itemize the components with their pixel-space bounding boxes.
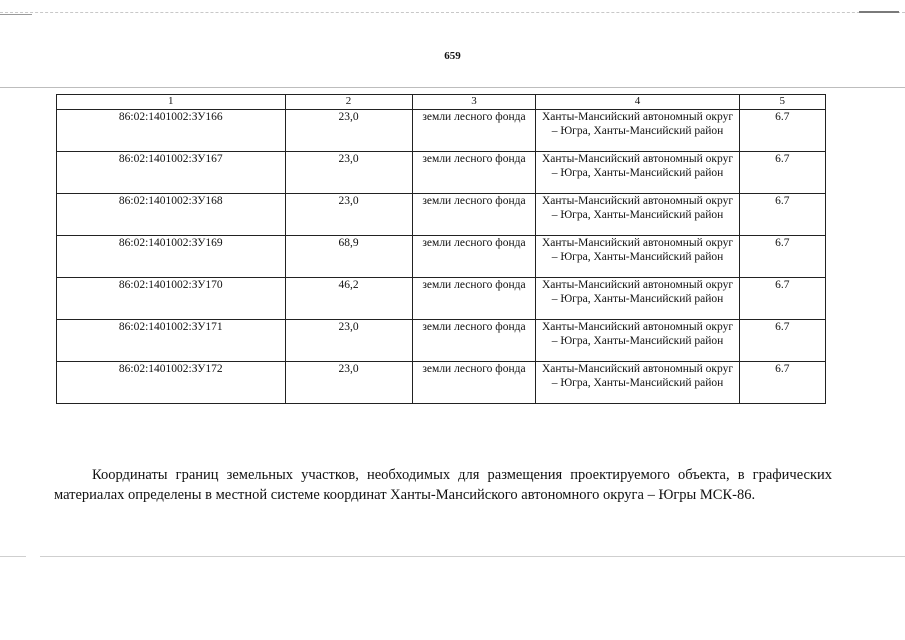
coordinates-note-paragraph: Координаты границ земельных участков, необходимых для размещения проектируемого объекта, в графических материалах определены в местной системе координат Ханты-Мансийского автономного округа – Югры МСК-86. [54, 466, 832, 503]
table-header-row [57, 95, 826, 110]
cadastral-number-cell: 86:02:1401002:ЗУ168 [57, 194, 286, 236]
clause-cell: 6.7 [739, 194, 825, 236]
land-category-cell: земли лесного фонда [412, 194, 536, 236]
table-row [57, 110, 826, 152]
area-cell: 23,0 [285, 320, 412, 362]
column-header: 4 [536, 95, 739, 110]
clause-cell: 6.7 [739, 320, 825, 362]
scan-artifact-line [0, 12, 905, 13]
area-cell: 23,0 [285, 152, 412, 194]
location-cell: Ханты-Мансийский автономный округ – Югра, Ханты-Мансийский район [536, 110, 739, 152]
column-header: 5 [739, 95, 825, 110]
clause-cell: 6.7 [739, 278, 825, 320]
cadastral-number-cell: 86:02:1401002:ЗУ171 [57, 320, 286, 362]
location-cell: Ханты-Мансийский автономный округ – Югра, Ханты-Мансийский район [536, 236, 739, 278]
header-divider [0, 87, 905, 88]
cadastral-number-cell: 86:02:1401002:ЗУ169 [57, 236, 286, 278]
clause-cell: 6.7 [739, 152, 825, 194]
land-category-cell: земли лесного фонда [412, 362, 536, 404]
clause-cell: 6.7 [739, 110, 825, 152]
table-row [57, 194, 826, 236]
column-header: 3 [412, 95, 536, 110]
clause-cell: 6.7 [739, 362, 825, 404]
table-row [57, 152, 826, 194]
column-header: 2 [285, 95, 412, 110]
scan-artifact-mark-left [0, 14, 32, 15]
location-cell: Ханты-Мансийский автономный округ – Югра, Ханты-Мансийский район [536, 362, 739, 404]
location-cell: Ханты-Мансийский автономный округ – Югра, Ханты-Мансийский район [536, 320, 739, 362]
cadastral-number-cell: 86:02:1401002:ЗУ172 [57, 362, 286, 404]
area-cell: 68,9 [285, 236, 412, 278]
location-cell: Ханты-Мансийский автономный округ – Югра, Ханты-Мансийский район [536, 152, 739, 194]
cadastral-number-cell: 86:02:1401002:ЗУ166 [57, 110, 286, 152]
location-cell: Ханты-Мансийский автономный округ – Югра, Ханты-Мансийский район [536, 194, 739, 236]
cadastral-number-cell: 86:02:1401002:ЗУ170 [57, 278, 286, 320]
land-category-cell: земли лесного фонда [412, 110, 536, 152]
cadastral-number-cell: 86:02:1401002:ЗУ167 [57, 152, 286, 194]
area-cell: 46,2 [285, 278, 412, 320]
land-category-cell: земли лесного фонда [412, 278, 536, 320]
column-header: 1 [57, 95, 286, 110]
area-cell: 23,0 [285, 110, 412, 152]
scan-artifact-mark-right [859, 11, 899, 13]
footer-divider [40, 556, 905, 557]
land-category-cell: земли лесного фонда [412, 236, 536, 278]
table-row [57, 320, 826, 362]
area-cell: 23,0 [285, 194, 412, 236]
table-row [57, 236, 826, 278]
clause-cell: 6.7 [739, 236, 825, 278]
land-category-cell: земли лесного фонда [412, 320, 536, 362]
table-row [57, 362, 826, 404]
area-cell: 23,0 [285, 362, 412, 404]
footer-divider-left [0, 556, 26, 557]
table-row [57, 278, 826, 320]
land-category-cell: земли лесного фонда [412, 152, 536, 194]
page-number: 659 [444, 50, 461, 62]
land-parcels-table [56, 94, 826, 404]
location-cell: Ханты-Мансийский автономный округ – Югра, Ханты-Мансийский район [536, 278, 739, 320]
